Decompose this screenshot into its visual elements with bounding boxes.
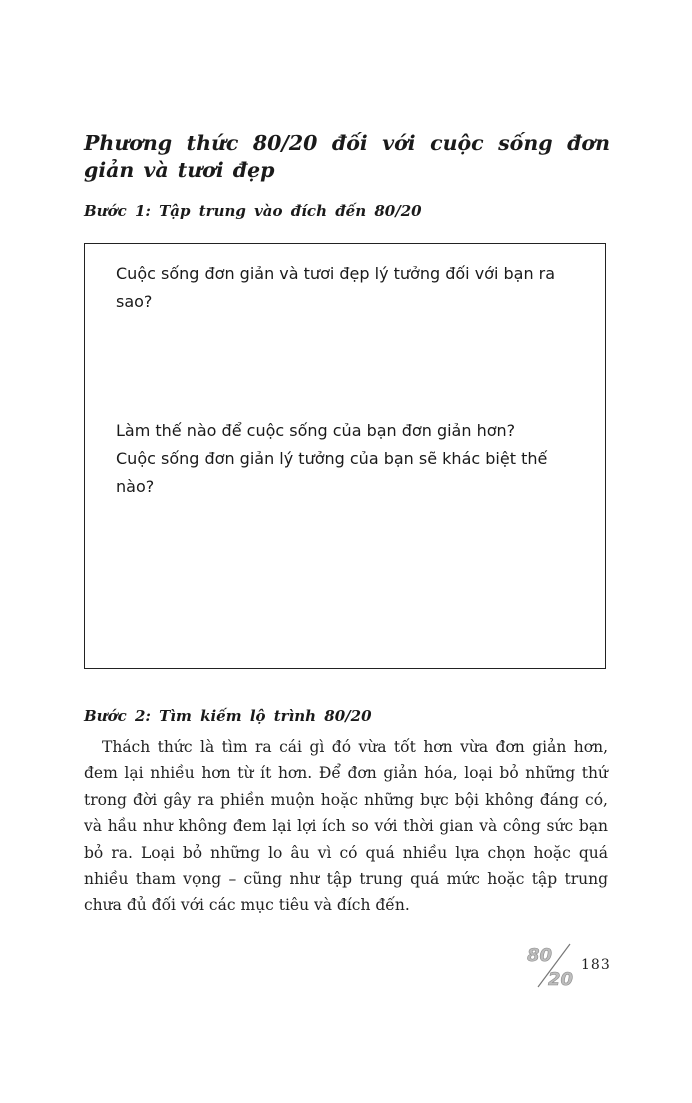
question-2: Làm thế nào để cuộc sống của bạn đơn giản hơn? Cuộc sống đơn giản lý tưởng của bạn sẽ khác biệt thế nào?: [116, 421, 548, 496]
logo-top-number: 80: [527, 945, 553, 966]
section-title: Phương thức 80/20 đối với cuộc sống đơn giản và tươi đẹp: [84, 131, 610, 182]
logo-bottom-number: 20: [548, 969, 574, 990]
body-paragraph: Thách thức là tìm ra cái gì đó vừa tốt hơn vừa đơn giản hơn, đem lại nhiều hơn từ ít hơn. Để đơn giản hóa, loại bỏ những thứ trong đời gây ra phiền muộn hoặc những bực bội không đáng có, và hầu như không đem lại lợi ích so với thời gian và công sức bạn bỏ ra. Loại bỏ những lo âu vì có quá nhiều lựa chọn hoặc quá nhiều tham vọng – cũng như tập trung quá mức hoặc tập trung chưa đủ đối với các mục tiêu và đích đến.: [84, 738, 608, 915]
answer-box: [84, 243, 606, 669]
step-1-heading: Bước 1: Tập trung vào đích đến 80/20: [84, 202, 422, 220]
page-number: 183: [581, 957, 611, 973]
question-1: Cuộc sống đơn giản và tươi đẹp lý tưởng đối với bạn ra sao?: [116, 264, 556, 311]
80-20-logo: [526, 941, 576, 991]
step-2-heading: Bước 2: Tìm kiếm lộ trình 80/20: [84, 707, 372, 725]
